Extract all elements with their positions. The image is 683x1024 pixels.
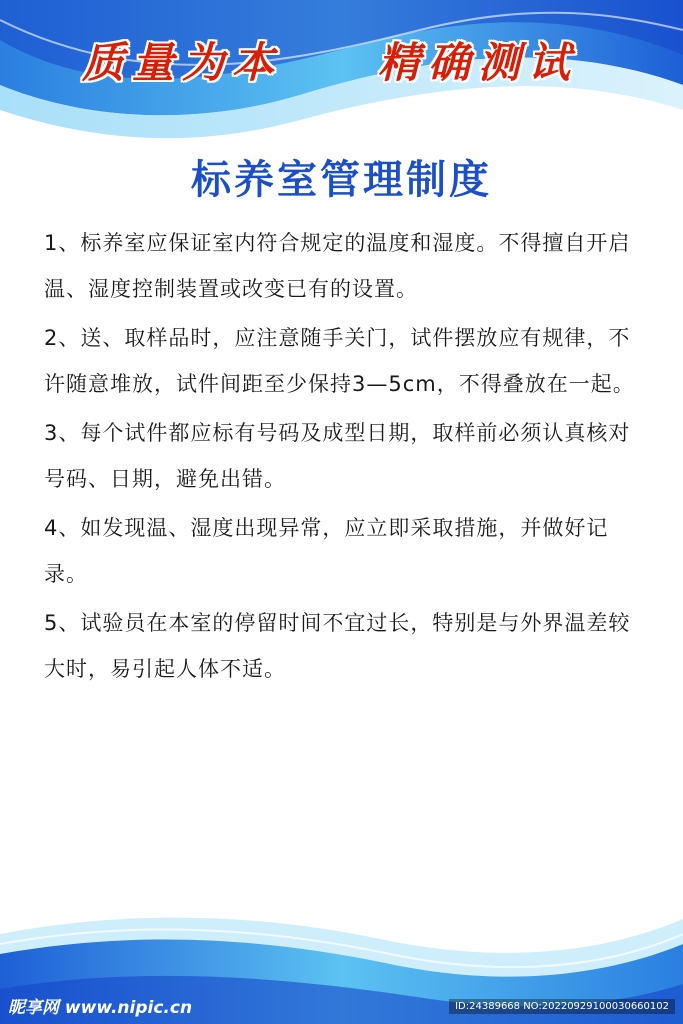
rule-item: 1、标养室应保证室内符合规定的温度和湿度。不得擅自开启温、湿度控制装置或改变已有的设置。 bbox=[44, 231, 631, 301]
rule-item: 5、试验员在本室的停留时间不宜过长，特别是与外界温差较大时，易引起人体不适。 bbox=[44, 611, 631, 681]
image-id-label: ID:24389668 NO:20220929100030660102 bbox=[449, 999, 675, 1014]
site-watermark: 昵享网 www.nipic.cn bbox=[8, 998, 193, 1018]
rule-item: 3、每个试件都应标有号码及成型日期，取样前必须认真核对号码、日期，避免出错。 bbox=[44, 421, 631, 491]
rule-item: 4、如发现温、湿度出现异常，应立即采取措施，并做好记录。 bbox=[44, 516, 609, 586]
slogan-quality: 质量为本 bbox=[82, 38, 283, 87]
rule-item: 2、送、取样品时，应注意随手关门，试件摆放应有规律，不许随意堆放，试件间距至少保持3—5cm，不得叠放在一起。 bbox=[44, 326, 635, 396]
slogan-precise-testing: 精确测试 bbox=[378, 38, 579, 87]
rules-list bbox=[44, 220, 644, 695]
page-title: 标养室管理制度 bbox=[191, 157, 492, 203]
